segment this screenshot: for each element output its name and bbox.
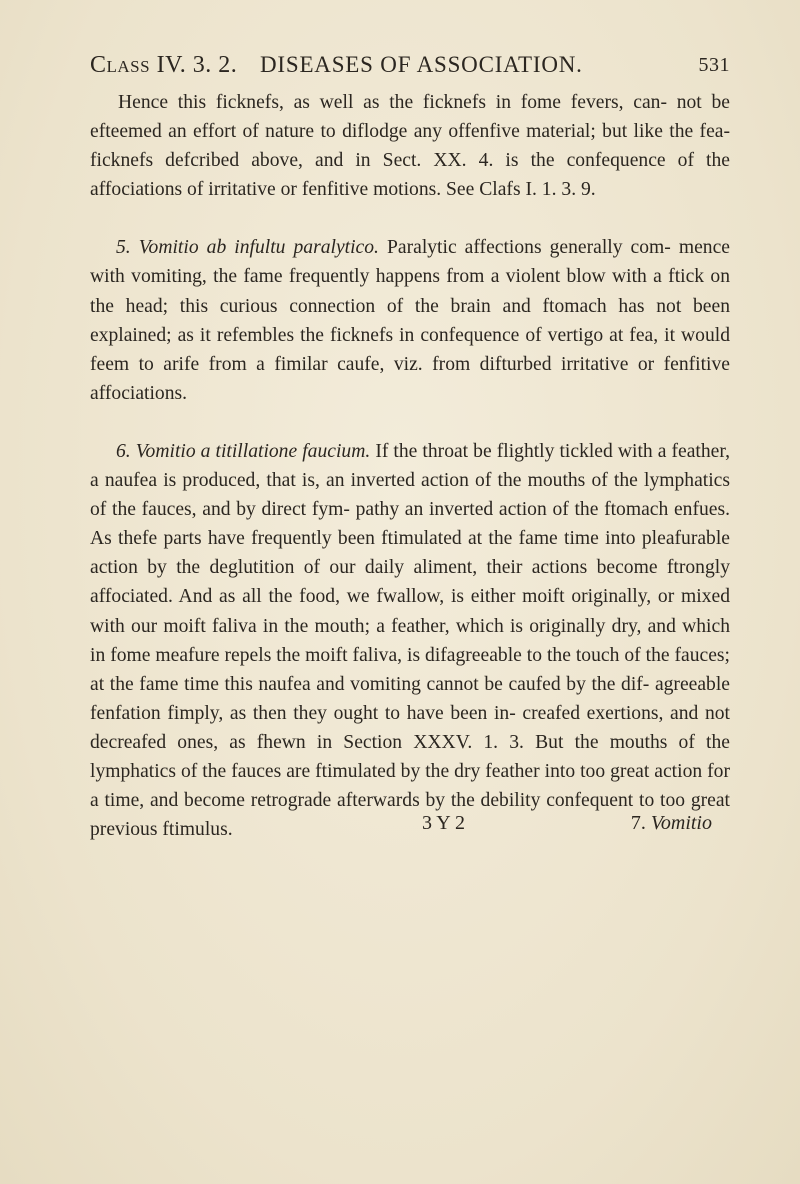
paragraph-text: Hence this ficknefs, as well as the ficknefs in fome fevers, can- not be efteemed an effort of nature to diflodge any offenfive material; but like the fea-ficknefs defcribed above, and in Sect. XX. 4. is the confequence of the affociations of irritative or fenfitive motions. See Clafs I. 1. 3. 9.	[90, 92, 730, 201]
paragraph-lead: 6. Vomitio a titillatione faucium.	[116, 440, 371, 462]
paragraph-text: Paralytic affections generally com- mence with vomiting, the fame frequently happens from a violent blow with a ftick on the head; this curious connection of the brain and ftomach has not been explained; as it refembles the ficknefs in confequence of vertigo at fea, it would feem to arife from a fimilar caufe, viz. from difturbed irritative or fenfitive affociations.	[90, 237, 730, 404]
paragraph-3	[90, 437, 730, 844]
page-footer	[90, 812, 730, 844]
class-reference: Class IV. 3. 2.	[90, 52, 238, 78]
chapter-title: DISEASES OF ASSOCIATION.	[260, 52, 583, 77]
paragraph-text: If the throat be flightly tickled with a feather, a naufea is produced, that is, an inverted action of the mouths of the lymphatics of the fauces, and by direct fym- pathy an inverted action of the ftomach enfues. As thefe parts have frequently been ftimulated at the fame time into pleafurable action by the deglutition of our daily aliment, their actions become ftrongly affociated. And as all the food, we fwallow, is either moift originally, or mixed with our moift faliva in the mouth; a feather, which is originally dry, and which in fome meafure repels the moift faliva, is difagreeable to the touch of the fauces; at the fame time this naufea and vomiting cannot be caufed by the dif- agreeable fenfation fimply, as then they ought to have been in- creafed exertions, and not decreafed ones, as fhewn in Section XXXV. 1. 3. But the mouths of the lymphatics of the fauces are ftimulated by the dry feather into too great action for a time, and become retrograde afterwards by the debility confequent to too great previous ftimulus.	[90, 440, 730, 841]
page-number: 531	[698, 54, 730, 76]
catchword	[631, 812, 712, 835]
paragraph-1	[90, 88, 730, 204]
signature-mark: 3 Y 2	[422, 812, 465, 834]
running-head	[90, 52, 730, 92]
catchword-word: Vomitio	[650, 812, 712, 834]
paragraph-2	[90, 233, 730, 408]
paragraph-lead: 5. Vomitio ab infultu paralytico.	[116, 237, 379, 259]
catchword-number: 7.	[630, 812, 646, 834]
body-text	[90, 88, 730, 844]
